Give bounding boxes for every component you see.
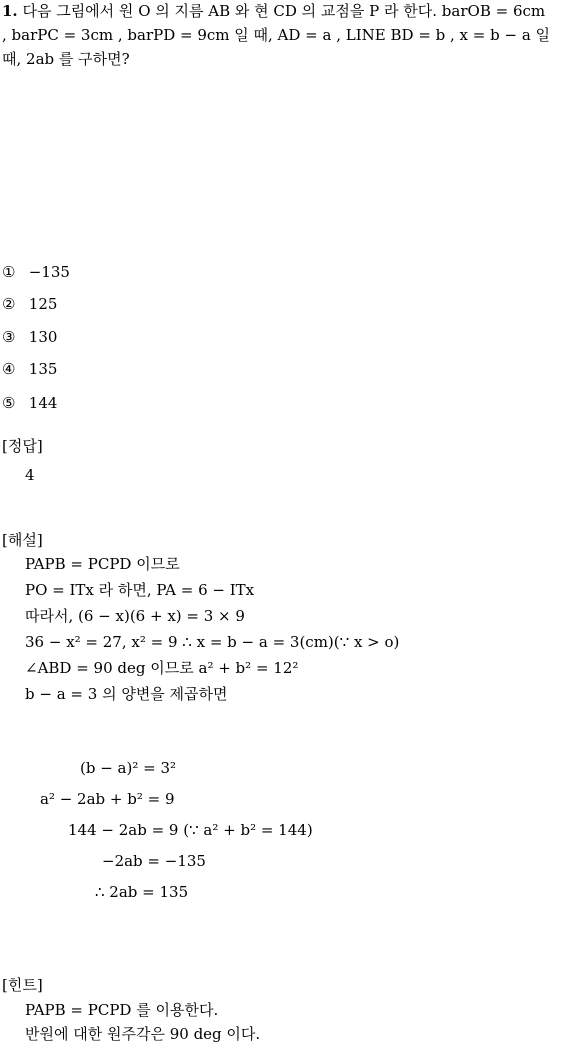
- choice-2-text: 125: [28, 295, 58, 313]
- choice-1[interactable]: [2, 262, 70, 282]
- choice-3-text: 130: [28, 328, 58, 346]
- choice-4-text: 135: [28, 360, 58, 378]
- choice-3-mark: ③: [2, 328, 16, 346]
- choice-5-mark: ⑤: [2, 394, 16, 412]
- choice-3[interactable]: [2, 327, 57, 347]
- question-text-1: 다음 그림에서 원 O 의 지름 AB 와 현 CD 의 교점을 P 라 한다. barOB = 6cm: [22, 2, 546, 20]
- choice-5-text: 144: [28, 394, 58, 412]
- choice-4[interactable]: [2, 359, 57, 379]
- explanation-line-1: PAPB = PCPD 이므로: [25, 555, 180, 573]
- choice-1-mark: ①: [2, 263, 16, 281]
- choice-1-text: −135: [28, 263, 70, 281]
- explanation-line-2: PO = ITx 라 하면, PA = 6 − ITx: [25, 581, 255, 599]
- explanation-line-4: 36 − x² = 27, x² = 9 ∴ x = b − a = 3(cm)(∵ x > o): [25, 633, 400, 651]
- equation-1: (b − a)² = 3²: [80, 759, 177, 777]
- explanation-line-6: b − a = 3 의 양변을 제곱하면: [25, 685, 228, 703]
- explanation-label: [해설]: [2, 531, 43, 549]
- explanation-line-5: ∠ABD = 90 deg 이므로 a² + b² = 12²: [25, 659, 299, 677]
- equation-5: ∴ 2ab = 135: [95, 883, 189, 901]
- answer-label: [정답]: [2, 437, 43, 455]
- hint-label: [힌트]: [2, 976, 43, 994]
- answer-value: 4: [25, 466, 35, 484]
- equation-4: −2ab = −135: [102, 852, 206, 870]
- equation-2: a² − 2ab + b² = 9: [40, 790, 175, 808]
- hint-line-2: 반원에 대한 원주각은 90 deg 이다.: [25, 1025, 261, 1043]
- choice-4-mark: ④: [2, 360, 16, 378]
- explanation-line-3: 따라서, (6 − x)(6 + x) = 3 × 9: [25, 607, 245, 625]
- hint-line-1: PAPB = PCPD 를 이용한다.: [25, 1001, 219, 1019]
- choice-2-mark: ②: [2, 295, 16, 313]
- question-line-1: [2, 0, 545, 22]
- choice-5[interactable]: [2, 393, 57, 413]
- choice-2[interactable]: [2, 294, 57, 314]
- equation-3: 144 − 2ab = 9 (∵ a² + b² = 144): [68, 821, 313, 839]
- question-number: 1.: [2, 2, 18, 20]
- question-line-2: , barPC = 3cm , barPD = 9cm 일 때, AD = a , LINE BD = b , x = b − a 일: [2, 26, 551, 44]
- question-line-3: 때, 2ab 를 구하면?: [2, 50, 130, 68]
